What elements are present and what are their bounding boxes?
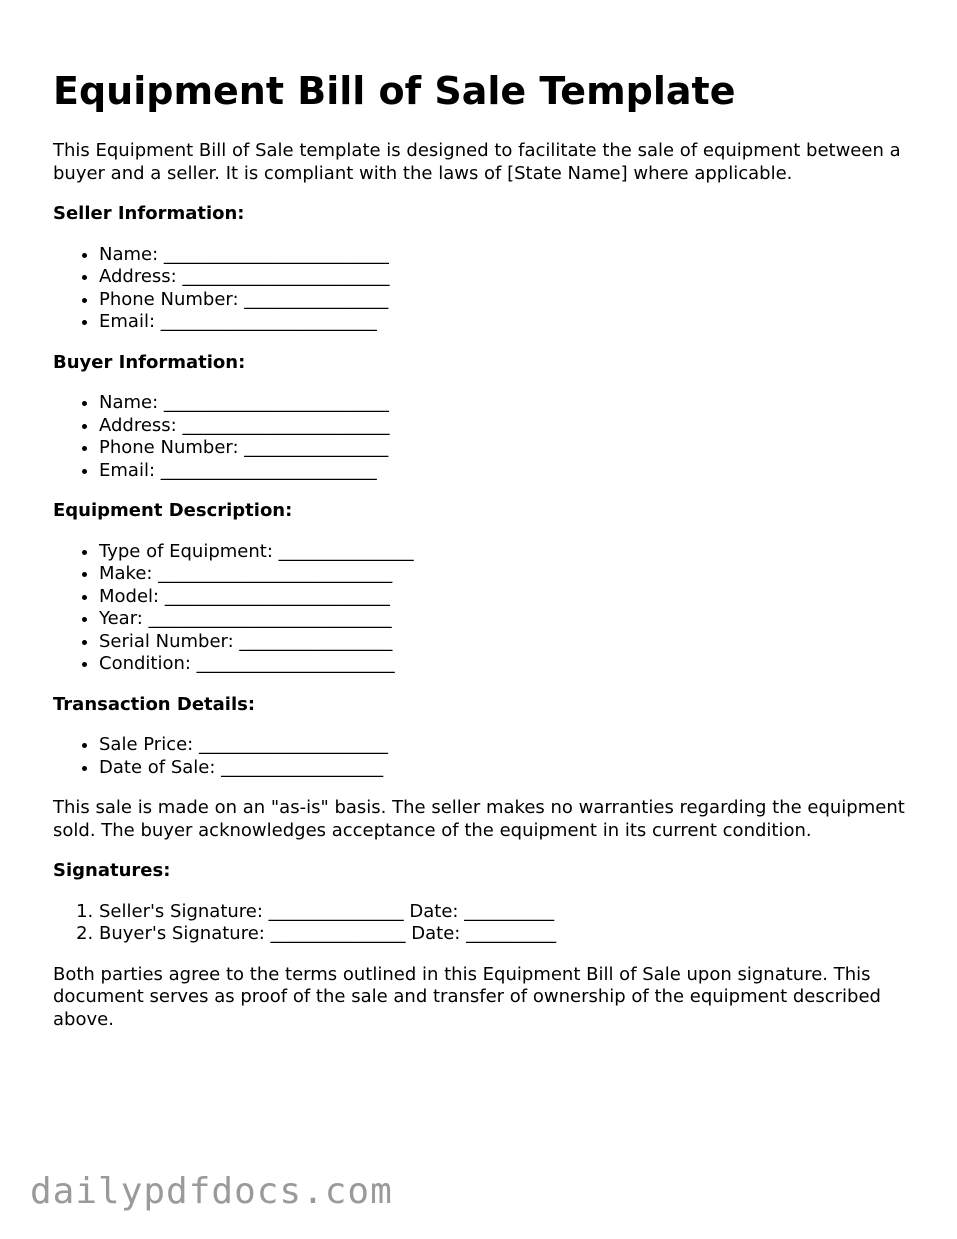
buyer-email-field: • Email: ________________________	[99, 460, 913, 483]
equipment-serial-field: • Serial Number: _________________	[99, 631, 913, 654]
equipment-condition-field: • Condition: ______________________	[99, 653, 913, 676]
equipment-type-field: • Type of Equipment: _______________	[99, 541, 913, 564]
transaction-heading: Transaction Details:	[53, 693, 256, 715]
equipment-make-field: • Make: __________________________	[99, 563, 913, 586]
equipment-heading: Equipment Description:	[53, 500, 293, 521]
as-is-paragraph: This sale is made on an "as-is" basis. The seller makes no warranties regarding the equipment sold. The buyer acknowledges acceptance of the equipment in its current condition.	[53, 797, 905, 841]
signatures-list	[53, 901, 913, 946]
buyer-signature-field: 2. Buyer's Signature: _______________ Date: __________	[99, 923, 913, 946]
document-page	[53, 0, 913, 1031]
equipment-model-field: • Model: _________________________	[99, 586, 913, 609]
seller-heading: Seller Information:	[53, 203, 245, 224]
closing-paragraph: Both parties agree to the terms outlined in this Equipment Bill of Sale upon signature. This document serves as proof of the sale and transfer of ownership of the equipment described above.	[53, 963, 881, 1030]
seller-phone-field: • Phone Number: ________________	[99, 289, 913, 312]
seller-email-field: • Email: ________________________	[99, 311, 913, 334]
seller-address-field: • Address: _______________________	[99, 266, 913, 289]
seller-name-field: • Name: _________________________	[99, 244, 913, 267]
buyer-address-field: • Address: _______________________	[99, 415, 913, 438]
buyer-phone-field: • Phone Number: ________________	[99, 437, 913, 460]
transaction-list	[53, 734, 913, 779]
buyer-heading: Buyer Information:	[53, 351, 246, 373]
equipment-year-field: • Year: ___________________________	[99, 608, 913, 631]
seller-list	[53, 244, 913, 334]
intro-paragraph: This Equipment Bill of Sale template is designed to facilitate the sale of equipment between a buyer and a seller. It is compliant with the laws of [State Name] where applicable.	[53, 140, 901, 184]
buyer-name-field: • Name: _________________________	[99, 392, 913, 415]
sale-price-field: • Sale Price: _____________________	[99, 734, 913, 757]
seller-signature-field: 1. Seller's Signature: _______________ Date: __________	[99, 901, 913, 924]
signatures-heading: Signatures:	[53, 860, 171, 881]
equipment-list	[53, 541, 913, 676]
page-title: Equipment Bill of Sale Template	[53, 69, 736, 113]
buyer-list	[53, 392, 913, 482]
watermark: dailypdfdocs.com	[30, 1171, 393, 1212]
sale-date-field: • Date of Sale: __________________	[99, 757, 913, 780]
